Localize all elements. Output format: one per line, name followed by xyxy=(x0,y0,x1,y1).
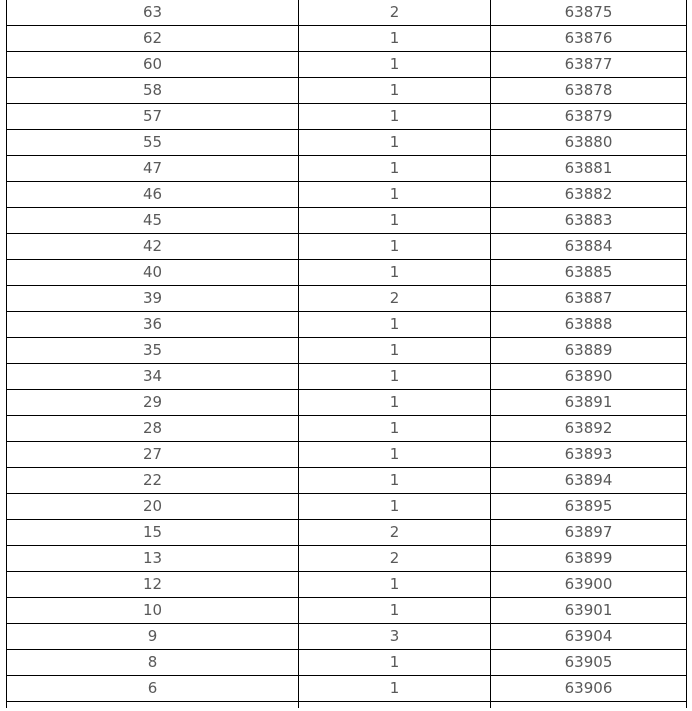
cumulative-cell: 63899 xyxy=(491,546,687,572)
rank-cell: 10 xyxy=(7,598,299,624)
table-row xyxy=(7,572,687,598)
count-cell: 1 xyxy=(299,182,491,208)
rank-cell: 29 xyxy=(7,390,299,416)
cumulative-cell: 63894 xyxy=(491,468,687,494)
rank-cell: 6 xyxy=(7,676,299,702)
cumulative-cell: 63892 xyxy=(491,416,687,442)
count-cell: 1 xyxy=(299,234,491,260)
table-row xyxy=(7,416,687,442)
rank-cell: 39 xyxy=(7,286,299,312)
rank-cell: 12 xyxy=(7,572,299,598)
count-cell: 1 xyxy=(299,312,491,338)
count-cell: 1 xyxy=(299,390,491,416)
rank-cell: 20 xyxy=(7,494,299,520)
table-row xyxy=(7,650,687,676)
data-table xyxy=(6,0,687,708)
count-cell: 2 xyxy=(299,286,491,312)
table-body xyxy=(7,0,687,708)
count-cell: 1 xyxy=(299,442,491,468)
table-row xyxy=(7,26,687,52)
rank-cell: 22 xyxy=(7,468,299,494)
count-cell: 1 xyxy=(299,26,491,52)
count-cell: 1 xyxy=(299,260,491,286)
rank-cell: 13 xyxy=(7,546,299,572)
table-row xyxy=(7,208,687,234)
count-cell: 1 xyxy=(299,364,491,390)
count-cell: 1 xyxy=(299,52,491,78)
count-cell: 1 xyxy=(299,468,491,494)
rank-cell: 55 xyxy=(7,130,299,156)
rank-cell: 15 xyxy=(7,520,299,546)
count-cell: 3 xyxy=(299,624,491,650)
table-row xyxy=(7,0,687,26)
table-row xyxy=(7,104,687,130)
cumulative-cell: 63875 xyxy=(491,0,687,26)
table-row xyxy=(7,312,687,338)
cumulative-cell: 63905 xyxy=(491,650,687,676)
rank-cell: 63 xyxy=(7,0,299,26)
table-row xyxy=(7,260,687,286)
cumulative-cell: 63901 xyxy=(491,598,687,624)
table-row xyxy=(7,182,687,208)
cumulative-cell: 63895 xyxy=(491,494,687,520)
cumulative-cell: 63882 xyxy=(491,182,687,208)
table-row xyxy=(7,130,687,156)
count-cell: 1 xyxy=(299,416,491,442)
cumulative-cell: 63906 xyxy=(491,676,687,702)
cumulative-cell: 63881 xyxy=(491,156,687,182)
table-cell-partial xyxy=(7,702,299,709)
rank-cell: 58 xyxy=(7,78,299,104)
count-cell: 1 xyxy=(299,338,491,364)
table-row xyxy=(7,364,687,390)
count-cell: 1 xyxy=(299,156,491,182)
cumulative-cell: 63890 xyxy=(491,364,687,390)
rank-cell: 34 xyxy=(7,364,299,390)
table-row xyxy=(7,676,687,702)
table-row xyxy=(7,338,687,364)
table-row xyxy=(7,234,687,260)
table-row xyxy=(7,286,687,312)
table-cell-partial xyxy=(491,702,687,709)
table-cell-partial xyxy=(299,702,491,709)
rank-cell: 60 xyxy=(7,52,299,78)
rank-cell: 8 xyxy=(7,650,299,676)
rank-cell: 28 xyxy=(7,416,299,442)
table-row xyxy=(7,390,687,416)
cumulative-cell: 63889 xyxy=(491,338,687,364)
count-cell: 2 xyxy=(299,520,491,546)
cumulative-cell: 63897 xyxy=(491,520,687,546)
cumulative-cell: 63883 xyxy=(491,208,687,234)
count-cell: 1 xyxy=(299,104,491,130)
cumulative-cell: 63878 xyxy=(491,78,687,104)
count-cell: 2 xyxy=(299,0,491,26)
rank-cell: 36 xyxy=(7,312,299,338)
count-cell: 1 xyxy=(299,676,491,702)
table-row xyxy=(7,520,687,546)
count-cell: 1 xyxy=(299,208,491,234)
table-row xyxy=(7,624,687,650)
count-cell: 1 xyxy=(299,650,491,676)
table-row xyxy=(7,156,687,182)
table-row xyxy=(7,598,687,624)
table-row xyxy=(7,52,687,78)
count-cell: 1 xyxy=(299,572,491,598)
cumulative-cell: 63880 xyxy=(491,130,687,156)
count-cell: 1 xyxy=(299,130,491,156)
cumulative-cell: 63885 xyxy=(491,260,687,286)
data-table-container xyxy=(6,0,686,708)
table-row-partial xyxy=(7,702,687,709)
cumulative-cell: 63877 xyxy=(491,52,687,78)
cumulative-cell: 63884 xyxy=(491,234,687,260)
table-row xyxy=(7,494,687,520)
count-cell: 2 xyxy=(299,546,491,572)
rank-cell: 45 xyxy=(7,208,299,234)
count-cell: 1 xyxy=(299,598,491,624)
table-row xyxy=(7,442,687,468)
rank-cell: 62 xyxy=(7,26,299,52)
cumulative-cell: 63900 xyxy=(491,572,687,598)
table-row xyxy=(7,468,687,494)
count-cell: 1 xyxy=(299,78,491,104)
cumulative-cell: 63891 xyxy=(491,390,687,416)
rank-cell: 35 xyxy=(7,338,299,364)
rank-cell: 27 xyxy=(7,442,299,468)
cumulative-cell: 63887 xyxy=(491,286,687,312)
rank-cell: 46 xyxy=(7,182,299,208)
rank-cell: 9 xyxy=(7,624,299,650)
cumulative-cell: 63904 xyxy=(491,624,687,650)
cumulative-cell: 63893 xyxy=(491,442,687,468)
rank-cell: 57 xyxy=(7,104,299,130)
cumulative-cell: 63888 xyxy=(491,312,687,338)
cumulative-cell: 63876 xyxy=(491,26,687,52)
count-cell: 1 xyxy=(299,494,491,520)
rank-cell: 47 xyxy=(7,156,299,182)
cumulative-cell: 63879 xyxy=(491,104,687,130)
table-row xyxy=(7,546,687,572)
rank-cell: 42 xyxy=(7,234,299,260)
rank-cell: 40 xyxy=(7,260,299,286)
table-row xyxy=(7,78,687,104)
